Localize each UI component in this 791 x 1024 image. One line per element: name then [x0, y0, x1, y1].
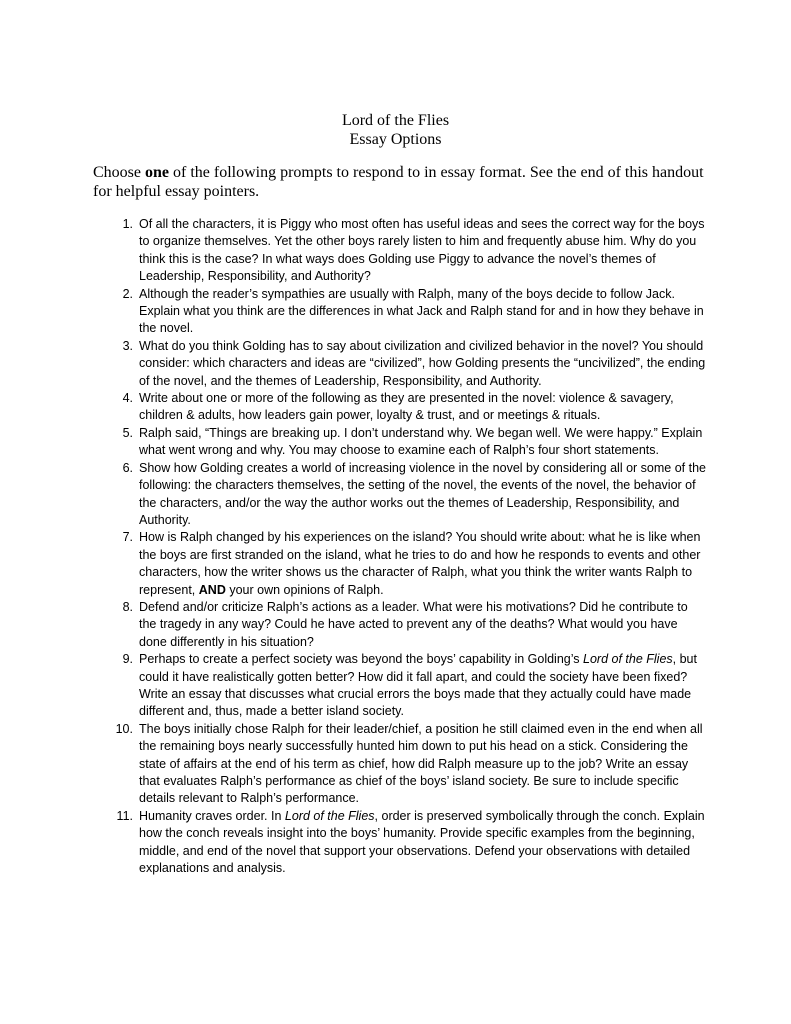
- title-block: [0, 111, 791, 149]
- prompt-text: The boys initially chose Ralph for their leader/chief, a position he still claimed even in the end when all the remaining boys nearly successfully hunted him down to put his head on a stick. Considering the state of affairs at the end of his term as chief, how did Ralph measure up to the job? Write an essay that evaluates Ralph’s performance as chief of the boys’ island society. Be sure to include specific details relevant to Ralph’s performance.: [139, 721, 703, 806]
- book-title: Lord of the Flies: [583, 652, 673, 667]
- prompt-text: [139, 530, 700, 596]
- prompt-item-7: [93, 529, 707, 599]
- prompt-text: What do you think Golding has to say about civilization and civilized behavior in the novel? You should consider: which characters and ideas are “civilized”, how Golding presents the “uncivilized”, the ending of the novel, and the themes of Leadership, Responsibility, and Authority.: [139, 338, 706, 388]
- prompt-item-6: [93, 460, 707, 530]
- intro-paragraph: [93, 163, 713, 201]
- prompt-number: 8.: [122, 599, 133, 614]
- prompt-item-8: [93, 599, 707, 651]
- prompt-text: Although the reader’s sympathies are usually with Ralph, many of the boys decide to follow Jack. Explain what you think are the differences in what Jack and Ralph stand for and in how they behave in the novel.: [139, 286, 704, 336]
- prompt-list: [93, 216, 707, 877]
- intro-text-after: of the following prompts to respond to in essay format. See the end of this handout for helpful essay pointers.: [93, 164, 704, 200]
- prompt-text-before: How is Ralph changed by his experiences on the island? You should write about: what he is like when the boys are first stranded on the island, what he tries to do and how he responds to events and other characters, how the writer shows us the character of Ralph, what you think the writer wants Ralph to represent,: [139, 530, 701, 597]
- prompt-text-before: Perhaps to create a perfect society was beyond the boys’ capability in Golding’s: [139, 652, 584, 667]
- prompt-text: [139, 809, 705, 875]
- prompt-item-1: [93, 216, 707, 286]
- book-title: Lord of the Flies: [284, 808, 375, 823]
- document-title: Lord of the Flies: [341, 112, 450, 129]
- prompt-number: 3.: [122, 338, 133, 353]
- prompt-item-11: [93, 808, 707, 878]
- prompt-item-9: [93, 651, 707, 721]
- prompt-number: 9.: [122, 652, 133, 667]
- prompt-item-2: [93, 286, 707, 338]
- prompt-item-10: [93, 721, 707, 808]
- prompt-number: 4.: [122, 391, 133, 406]
- prompt-item-4: [93, 390, 707, 425]
- prompt-text-before: Humanity craves order. In: [139, 808, 285, 823]
- prompt-text: Ralph said, “Things are breaking up. I don’t understand why. We began well. We were happy.” Explain what went wrong and why. You may choose to examine each of Ralph’s four short statements.: [139, 425, 703, 458]
- intro-emphasis: one: [145, 164, 169, 181]
- prompt-text: [139, 652, 697, 718]
- intro-text-before: Choose: [93, 164, 145, 181]
- prompt-text: Of all the characters, it is Piggy who most often has useful ideas and sees the correct way for the boys to organize themselves. Yet the other boys rarely listen to him and frequently abuse him. Why do you think this is the case? In what ways does Golding use Piggy to advance the novel’s themes of Leadership, Responsibility, and Authority?: [139, 217, 705, 284]
- prompt-text: Show how Golding creates a world of increasing violence in the novel by considering all or some of the following: the characters themselves, the setting of the novel, the events of the novel, the behavior of the characters, and/or the way the author works out the themes of Leadership, Responsibility, and Authority.: [139, 460, 706, 527]
- prompt-number: 11.: [116, 808, 133, 823]
- prompt-text: Write about one or more of the following as they are presented in the novel: violence & savagery, children & adults, how leaders gain power, loyalty & trust, and or meetings & rituals.: [139, 391, 674, 423]
- prompt-number: 6.: [122, 460, 133, 475]
- prompt-text-after: , but could it have realistically gotten better? How did it fall apart, and could the society have been fixed? Write an essay that discusses what crucial errors the boys made that they actually could have made different and, thus, made a better island society.: [139, 652, 697, 719]
- prompt-number: 1.: [122, 217, 133, 231]
- prompt-number: 10.: [115, 721, 133, 736]
- prompt-number: 2.: [122, 286, 133, 301]
- prompt-number: 7.: [122, 530, 133, 545]
- prompt-emphasis: AND: [198, 582, 226, 597]
- prompt-text-after: , order is preserved symbolically through the conch. Explain how the conch reveals insight into the boys’ humanity. Provide specific examples from the beginning, middle, and end of the novel that support your observations. Defend your observations with detailed explanations and analysis.: [139, 808, 705, 876]
- prompt-item-5: [93, 425, 707, 460]
- document-subtitle: Essay Options: [349, 131, 442, 148]
- prompt-text: Defend and/or criticize Ralph’s actions as a leader. What were his motivations? Did he contribute to the tragedy in any way? Could he have acted to prevent any of the deaths? What would you have done differently in his situation?: [139, 599, 688, 649]
- prompt-text-after: your own opinions of Ralph.: [225, 582, 384, 597]
- prompt-number: 5.: [122, 425, 133, 440]
- prompt-item-3: [93, 338, 707, 390]
